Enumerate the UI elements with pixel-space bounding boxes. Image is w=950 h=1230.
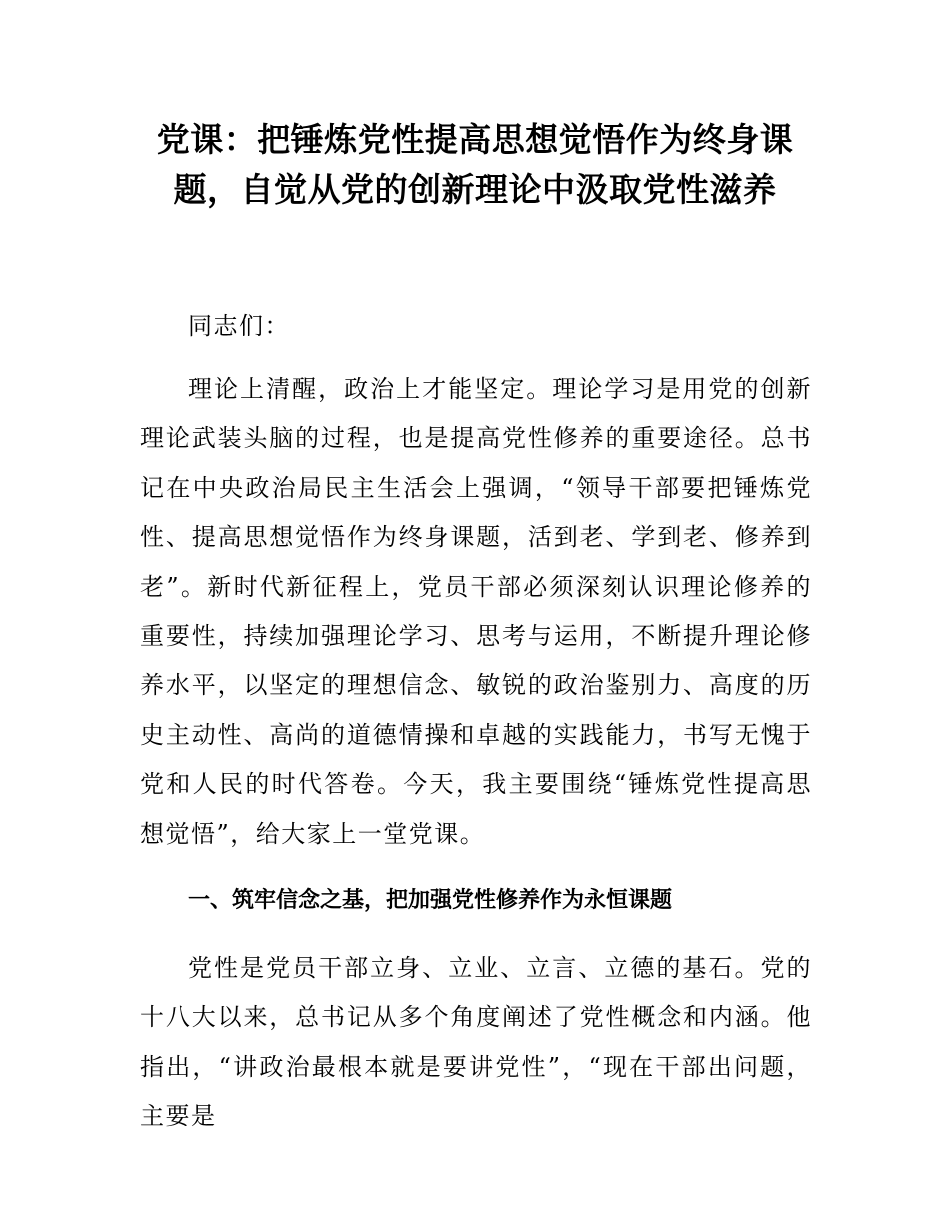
paragraph-section-1: 党性是党员干部立身、立业、立言、立德的基石。党的十八大以来，总书记从多个角度阐述了党性概念和内涵。他指出，“讲政治最根本就是要讲党性”，“现在干部出问题，主要是	[140, 954, 812, 1131]
greeting: 同志们：	[188, 312, 290, 340]
title-line-2: 题，自觉从党的创新理论中汲取党性滋养	[173, 170, 777, 209]
document-title	[140, 115, 810, 215]
title-line-1: 党课：把锤炼党性提高思想觉悟作为终身课	[156, 120, 794, 159]
paragraph-intro: 理论上清醒，政治上才能坚定。理论学习是用党的创新理论武装头脑的过程，也是提高党性修养的重要途径。总书记在中央政治局民主生活会上强调，“领导干部要把锤炼党性、提高思想觉悟作为终身课题，活到老、学到老、修养到老”。新时代新征程上，党员干部必须深刻认识理论修养的重要性，持续加强理论学习、思考与运用，不断提升理论修养水平，以坚定的理想信念、敏锐的政治鉴别力、高度的历史主动性、高尚的道德情操和卓越的实践能力，书写无愧于党和人民的时代答卷。今天，我主要围绕“锤炼党性提高思想觉悟”，给大家上一堂党课。	[140, 375, 812, 848]
section-heading-1: 一、筑牢信念之基，把加强党性修养作为永恒课题	[188, 888, 673, 913]
